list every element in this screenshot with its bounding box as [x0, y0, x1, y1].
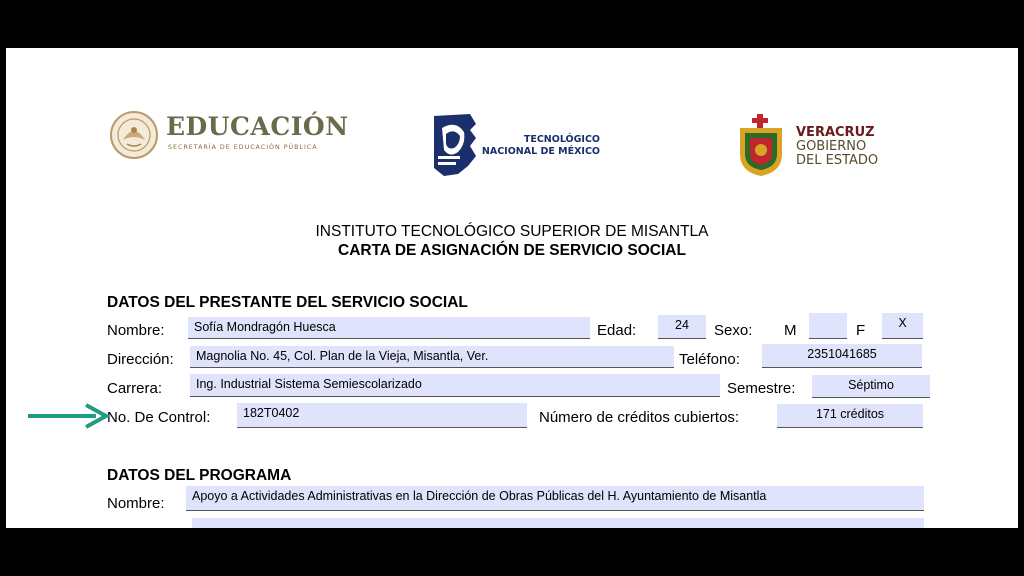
programa-nombre-label: Nombre:: [107, 495, 165, 512]
creditos-label: Número de créditos cubiertos:: [539, 409, 740, 426]
national-seal-icon: [109, 110, 159, 160]
arrow-right-icon: [28, 402, 110, 430]
edad-label: Edad:: [597, 322, 637, 339]
carrera-field[interactable]: Ing. Industrial Sistema Semiescolarizado: [190, 374, 720, 397]
telefono-label: Teléfono:: [679, 351, 740, 368]
creditos-field[interactable]: 171 créditos: [777, 404, 923, 428]
programa-nombre-field-line2[interactable]: [192, 518, 924, 528]
sexo-f-label: F: [856, 322, 866, 339]
sexo-m-label: M: [784, 322, 797, 339]
veracruz-text: VERACRUZ GOBIERNO DEL ESTADO: [796, 125, 879, 168]
sexo-m-field[interactable]: [809, 313, 847, 339]
sep-subtitle: SECRETARÍA DE EDUCACIÓN PÚBLICA: [168, 144, 318, 151]
direccion-field[interactable]: Magnolia No. 45, Col. Plan de la Vieja, Misantla, Ver.: [190, 346, 674, 368]
semestre-field[interactable]: Séptimo: [812, 375, 930, 398]
tecnm-emblem-icon: [430, 110, 480, 180]
nombre-label: Nombre:: [107, 322, 165, 339]
sexo-label: Sexo:: [714, 322, 753, 339]
control-field[interactable]: 182T0402: [237, 403, 527, 428]
semestre-label: Semestre:: [727, 380, 796, 397]
sep-title: EDUCACIÓN: [166, 112, 349, 141]
programa-nombre-field[interactable]: Apoyo a Actividades Administrativas en la Dirección de Obras Públicas del H. Ayuntamiento de Misantla: [186, 486, 924, 511]
nombre-field[interactable]: Sofía Mondragón Huesca: [188, 317, 590, 339]
tecnm-logo: [430, 110, 600, 182]
control-label: No. De Control:: [107, 409, 211, 426]
sexo-f-field[interactable]: X: [882, 313, 923, 339]
document-page: [6, 48, 1018, 528]
section-title-prestante: DATOS DEL PRESTANTE DEL SERVICIO SOCIAL: [107, 294, 468, 311]
section-title-programa: DATOS DEL PROGRAMA: [107, 467, 292, 484]
tecnm-text: TECNOLÓGICO NACIONAL DE MÉXICO: [481, 134, 600, 157]
sep-logo: [109, 110, 369, 160]
edad-field[interactable]: 24: [658, 315, 706, 339]
carrera-label: Carrera:: [107, 380, 163, 397]
veracruz-shield-icon: [736, 114, 786, 178]
document-title: CARTA DE ASIGNACIÓN DE SERVICIO SOCIAL: [338, 242, 686, 259]
telefono-field[interactable]: 2351041685: [762, 344, 922, 368]
institution-name: INSTITUTO TECNOLÓGICO SUPERIOR DE MISANTLA: [315, 223, 709, 240]
direccion-label: Dirección:: [107, 351, 174, 368]
veracruz-logo: [736, 114, 886, 178]
